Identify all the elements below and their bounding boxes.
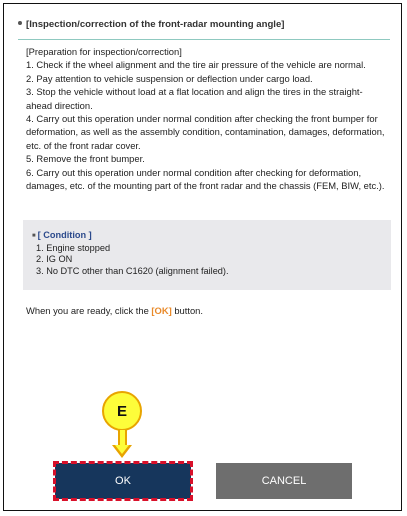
instruction-step: 2. Pay attention to vehicle suspension or deflection under cargo load. (26, 72, 313, 84)
instruction-step: 3. Stop the vehicle without load at a flat location and align the tires in the straight-ahead direction. (26, 86, 363, 111)
condition-item: 2. IG ON (36, 254, 73, 265)
ok-button[interactable]: OK (55, 463, 191, 499)
dialog-title: [Inspection/correction of the front-radar mounting angle] (26, 19, 285, 30)
dialog-frame (3, 3, 402, 511)
ready-prefix: When you are ready, click the (26, 305, 152, 316)
cancel-button[interactable]: CANCEL (216, 463, 352, 499)
instruction-step: 5. Remove the front bumper. (26, 153, 145, 165)
condition-title (32, 230, 391, 240)
down-arrow-icon (118, 430, 127, 446)
dialog-header (18, 19, 390, 30)
instructions-block (26, 45, 386, 192)
ready-suffix: button. (171, 305, 203, 316)
condition-list (32, 243, 391, 277)
header-divider (18, 39, 390, 40)
down-arrow-head-fill (115, 445, 129, 454)
condition-box (23, 220, 391, 290)
condition-title-text: [ Condition ] (37, 230, 92, 240)
ready-instruction (26, 305, 203, 316)
instruction-step: 1. Check if the wheel alignment and the tire air pressure of the vehicle are normal. (26, 59, 366, 71)
condition-item: 1. Engine stopped (36, 243, 111, 253)
instruction-step: 6. Carry out this operation under normal condition after checking for deformation, damages, etc. of the mounting part of the front radar and the chassis (FEM, BIW, etc.). (26, 166, 385, 192)
condition-item: 3. No DTC other than C1620 (alignment failed). (36, 265, 229, 276)
square-bullet-icon: ■ (32, 232, 36, 239)
callout-letter: E (116, 402, 127, 420)
instructions-heading: [Preparation for inspection/correction] (26, 46, 182, 57)
instruction-step: 4. Carry out this operation under normal condition after checking the front bumper for deformation, as well as the assembly condition, contamination, damages, deformation, etc. of the front radar cover. (26, 113, 385, 151)
callout-e-marker (102, 391, 142, 431)
ready-ok-word: [OK] (151, 305, 172, 316)
bullet-icon (18, 21, 22, 25)
